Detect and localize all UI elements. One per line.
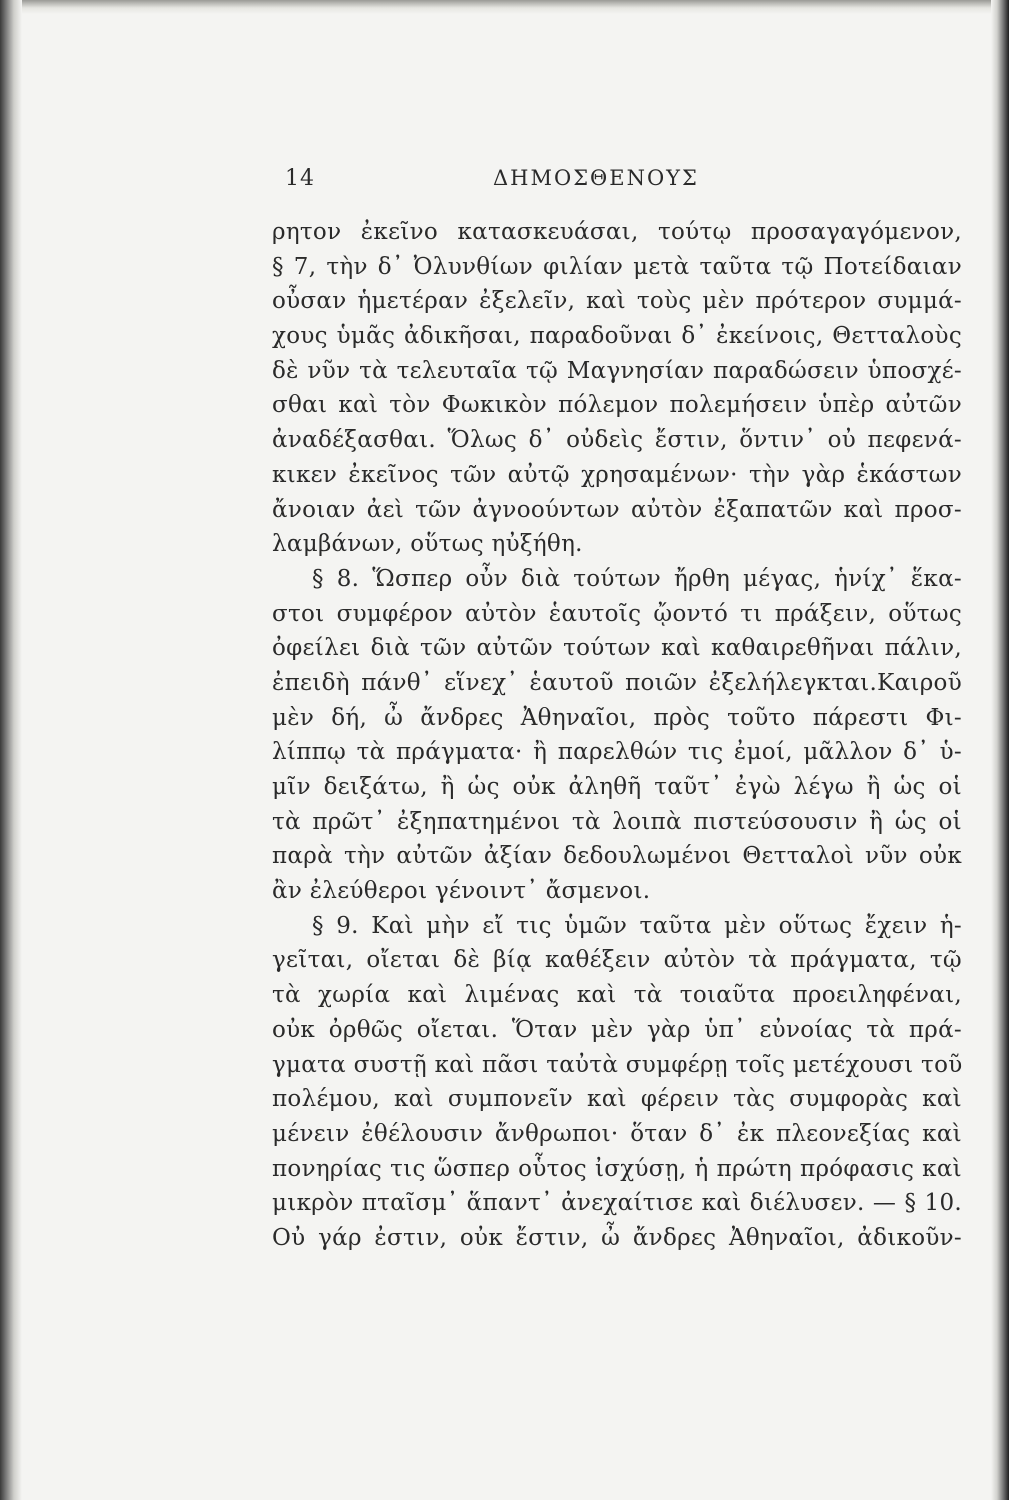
text-line: γεῖται, οἴεται δὲ βίᾳ καθέξειν αὐτὸν τὰ πράγματα, τῷ — [272, 947, 962, 974]
text-line: λαμβάνων, οὕτως ηὐξήθη. — [272, 531, 583, 558]
text-line: παρὰ τὴν αὐτῶν ἀξίαν δεδουλωμένοι Θετταλοὶ νῦν οὐκ — [272, 843, 962, 870]
text-line: οὖσαν ἡμετέραν ἐξελεῖν, καὶ τοὺς μὲν πρότερον συμμά- — [272, 288, 962, 315]
page-right-edge — [991, 0, 1009, 1500]
text-line: οὐκ ὀρθῶς οἴεται. Ὅταν μὲν γὰρ ὑπ᾽ εὐνοίας τὰ πρά- — [272, 1016, 962, 1043]
text-line: δὲ νῦν τὰ τελευταῖα τῷ Μαγνησίαν παραδώσειν ὑποσχέ- — [272, 357, 962, 384]
text-line: Οὐ γάρ ἐστιν, οὐκ ἔστιν, ὦ ἄνδρες Ἀθηναῖοι, ἀδικοῦν- — [272, 1224, 962, 1251]
text-line: χους ὑμᾶς ἀδικῆσαι, παραδοῦναι δ᾽ ἐκείνοις, Θετταλοὺς — [272, 323, 962, 350]
text-line: μὲν δή, ὦ ἄνδρες Ἀθηναῖοι, πρὸς τοῦτο πάρεστι Φι- — [272, 704, 962, 731]
running-title: ΔΗΜΟΣΘΕΝΟΥΣ — [493, 166, 699, 190]
text-line: § 8. Ὥσπερ οὖν διὰ τούτων ἤρθη μέγας, ἡνίχ᾽ ἕκα- — [312, 565, 962, 592]
text-line: τὰ πρῶτ᾽ ἐξηπατημένοι τὰ λοιπὰ πιστεύσουσιν ἢ ὡς οἱ — [272, 808, 962, 835]
text-line: ἄνοιαν ἀεὶ τῶν ἀγνοούντων αὐτὸν ἐξαπατῶν καὶ προσ- — [272, 496, 962, 523]
text-line: γματα συστῇ καὶ πᾶσι ταὐτὰ συμφέρῃ τοῖς μετέχουσι τοῦ — [272, 1051, 963, 1078]
body-text — [272, 215, 962, 1256]
text-line: μῖν δειξάτω, ἢ ὡς οὐκ ἀληθῆ ταῦτ᾽ ἐγὼ λέγω ἢ ὡς οἱ — [272, 774, 962, 800]
text-line: ἂν ἐλεύθεροι γένοιντ᾽ ἄσμενοι. — [272, 878, 651, 905]
running-header — [285, 166, 955, 196]
text-line: πολέμου, καὶ συμπονεῖν καὶ φέρειν τὰς συμφορὰς καὶ — [272, 1086, 962, 1113]
text-line: μένειν ἐθέλουσιν ἄνθρωποι· ὅταν δ᾽ ἐκ πλεονεξίας καὶ — [272, 1120, 962, 1147]
page-left-edge — [0, 0, 22, 1500]
text-line: πονηρίας τις ὥσπερ οὗτος ἰσχύσῃ, ἡ πρώτη πρόφασις καὶ — [272, 1155, 962, 1182]
text-line: § 9. Καὶ μὴν εἴ τις ὑμῶν ταῦτα μὲν οὕτως ἔχειν ἡ- — [312, 912, 962, 939]
text-line: μικρὸν πταῖσμ᾽ ἅπαντ᾽ ἀνεχαίτισε καὶ διέλυσεν. — § 10. — [272, 1190, 962, 1217]
text-line: ὀφείλει διὰ τῶν αὐτῶν τούτων καὶ καθαιρεθῆναι πάλιν, — [272, 635, 962, 662]
text-line: ἐπειδὴ πάνθ᾽ εἵνεχ᾽ ἑαυτοῦ ποιῶν ἐξελήλεγκται.Καιροῦ — [272, 669, 962, 696]
text-line: ἀναδέξασθαι. Ὅλως δ᾽ οὐδεὶς ἔστιν, ὅντιν᾽ οὐ πεφενά- — [272, 427, 962, 454]
text-line: ρητον ἐκεῖνο κατασκευάσαι, τούτῳ προσαγαγόμενον, — [272, 219, 962, 245]
text-line: τὰ χωρία καὶ λιμένας καὶ τὰ τοιαῦτα προειληφέναι, — [272, 982, 962, 1009]
text-line: κικεν ἐκεῖνος τῶν αὐτῷ χρησαμένων· τὴν γὰρ ἑκάστων — [272, 461, 962, 488]
text-line: σθαι καὶ τὸν Φωκικὸν πόλεμον πολεμήσειν ὑπὲρ αὐτῶν — [272, 392, 962, 419]
page-top-edge — [0, 0, 1009, 14]
text-line: στοι συμφέρον αὐτὸν ἑαυτοῖς ᾤοντό τι πράξειν, οὕτως — [272, 600, 962, 627]
text-line: § 7, τὴν δ᾽ Ὀλυνθίων φιλίαν μετὰ ταῦτα τῷ Ποτείδαιαν — [272, 253, 962, 280]
page-number: 14 — [285, 166, 315, 191]
text-line: λίππῳ τὰ πράγματα· ἢ παρελθών τις ἐμοί, μᾶλλον δ᾽ ὑ- — [272, 739, 962, 766]
